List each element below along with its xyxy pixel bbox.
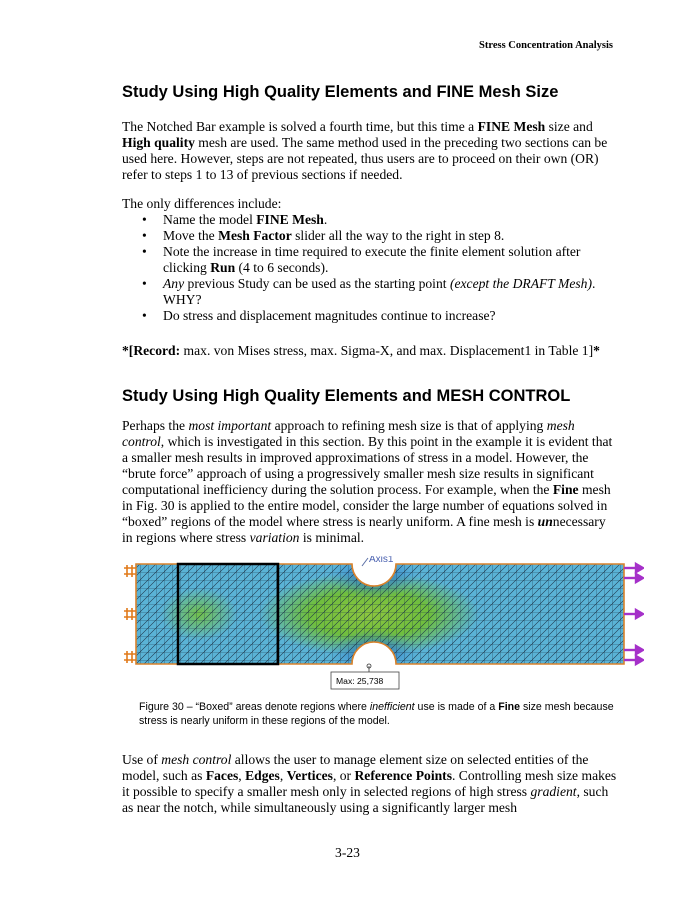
list-item: • Name the model FINE Mesh.: [122, 212, 617, 228]
section-heading-fine-mesh: Study Using High Quality Elements and FINE Mesh Size: [122, 83, 559, 101]
differences-intro: The only differences include:: [122, 196, 282, 211]
max-annotation: [331, 664, 399, 689]
figure-caption: Figure 30 – “Boxed” areas denote regions where inefficient use is made of a Fine size mesh because stress is nearly uniform in these regions of the model.: [139, 701, 614, 727]
list-item: • Note the increase in time required to execute the finite element solution after clicking Run (4 to 6 seconds).: [122, 244, 617, 276]
axis-marker: [362, 556, 394, 566]
list-item: • Do stress and displacement magnitudes continue to increase?: [122, 308, 617, 324]
differences-list: [122, 212, 617, 324]
max-stress-label: Max: 25,738: [336, 676, 384, 686]
fixture-left: [124, 565, 136, 663]
section-heading-mesh-control: Study Using High Quality Elements and MESH CONTROL: [122, 387, 571, 405]
mesh-control-usage-paragraph: Use of mesh control allows the user to manage element size on selected entities of the model, such as Faces, Edges, Vertices, or Reference Points. Controlling mesh size makes it possible to specify a smaller mesh only in selected regions of high stress gradient, such as near the notch, while simultaneously using a significantly larger mesh: [122, 752, 617, 815]
figure-30-mesh-image: [124, 556, 644, 691]
intro-paragraph: The Notched Bar example is solved a fourth time, but this time a FINE Mesh size and High quality mesh are used. The same method used in the preceding two sections can be used here. However, steps are not repeated, thus users are to proceed on their own (OR) refer to steps 1 to 13 of previous sections if needed.: [122, 119, 608, 182]
axis-label: Axis1: [369, 556, 394, 565]
running-header: Stress Concentration Analysis: [479, 40, 613, 51]
page-number: 3-23: [335, 845, 360, 860]
load-arrows-right: [624, 564, 643, 664]
list-item: • Any previous Study can be used as the starting point (except the DRAFT Mesh). WHY?: [122, 276, 617, 308]
stressed-bar: [136, 556, 624, 674]
record-instruction: *[Record: max. von Mises stress, max. Sigma-X, and max. Displacement1 in Table 1]*: [122, 343, 600, 358]
list-item: • Move the Mesh Factor slider all the way to the right in step 8.: [122, 228, 617, 244]
mesh-plot: [124, 556, 644, 691]
mesh-control-paragraph: Perhaps the most important approach to refining mesh size is that of applying mesh control, which is investigated in this section. By this point in the example it is evident that a smaller mesh results in improved approximations of stress in a model. However, the “brute force” approach of using a progressively smaller mesh size results in significant computational inefficiency during the solution process. For example, when the Fine mesh in Fig. 30 is applied to the entire model, consider the large number of equations solved in “boxed” regions of the model where stress is nearly uniform. A fine mesh is unnecessary in regions where stress variation is minimal.: [122, 418, 613, 545]
